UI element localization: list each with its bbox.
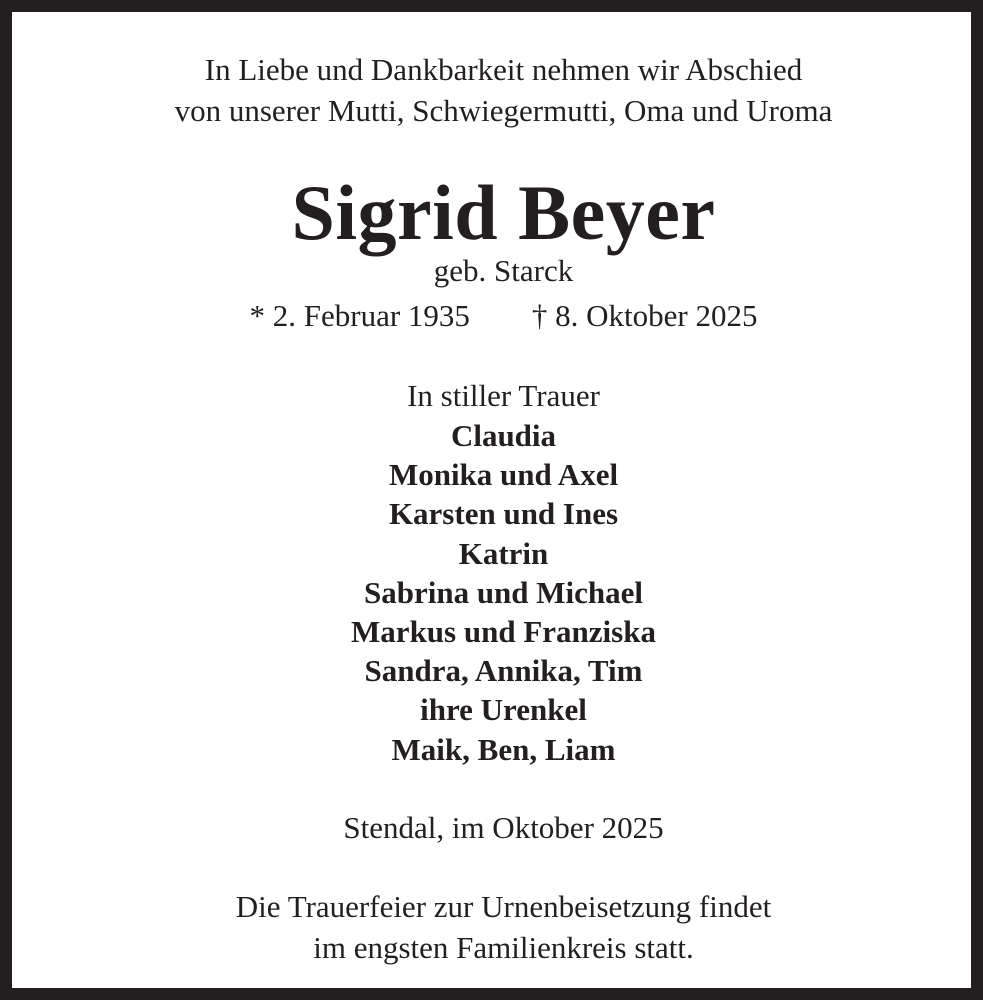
ceremony-line-2: im engsten Familienkreis statt. xyxy=(313,930,694,965)
deceased-name: Sigrid Beyer xyxy=(291,169,716,256)
mourner-name: Maik, Ben, Liam xyxy=(391,731,616,767)
intro-line-2: von unserer Mutti, Schwiegermutti, Oma und Uroma xyxy=(174,93,833,128)
mourners-list xyxy=(12,416,983,769)
mourner-name: Sabrina und Michael xyxy=(363,574,644,610)
mourner-name: Claudia xyxy=(450,418,557,453)
mourner-name: Sandra, Annika, Tim xyxy=(364,653,643,689)
mourner-name: Monika und Axel xyxy=(388,457,619,493)
mourner-name: Katrin xyxy=(458,535,549,571)
place-and-date: Stendal, im Oktober 2025 xyxy=(343,810,664,845)
ceremony-line-1: Die Trauerfeier zur Urnenbeisetzung findet xyxy=(235,889,772,924)
mourning-heading: In stiller Trauer xyxy=(407,378,600,413)
mourner-name: Karsten und Ines xyxy=(388,496,619,532)
death-date: † 8. Oktober 2025 xyxy=(531,298,758,333)
mourner-name: ihre Urenkel xyxy=(420,692,587,728)
birth-date: * 2. Februar 1935 xyxy=(249,298,470,333)
mourner-name: Markus und Franziska xyxy=(351,614,656,650)
life-dates xyxy=(12,296,983,336)
birth-name: geb. Starck xyxy=(433,253,574,288)
intro-line-1: In Liebe und Dankbarkeit nehmen wir Abschied xyxy=(204,52,803,87)
